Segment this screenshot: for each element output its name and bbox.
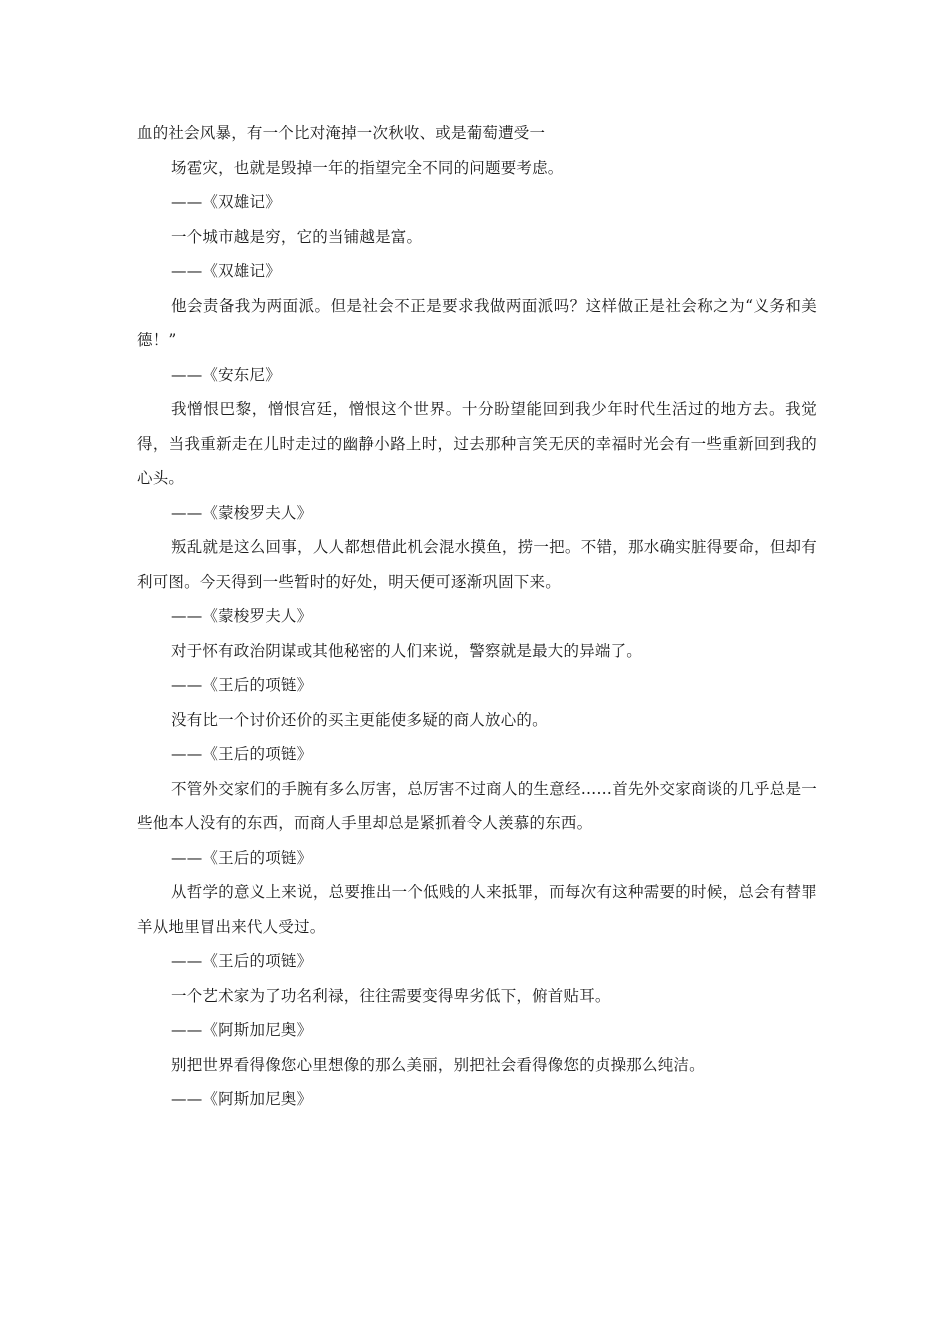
paragraph: 一个艺术家为了功名利禄，往往需要变得卑劣低下，俯首贴耳。 — [171, 986, 611, 1005]
paragraph: 不管外交家们的手腕有多么厉害，总厉害不过商人的生意经……首先外交家商谈的几乎总是一些他本人没有的东西，而商人手里却总是紧抓着令人羡慕的东西。 — [137, 779, 817, 832]
quote-source: ——《王后的项链》 — [171, 745, 313, 763]
paragraph: 他会责备我为两面派。但是社会不正是要求我做两面派吗？这样做正是社会称之为“义务和美德！” — [137, 296, 817, 349]
quote-source: ——《阿斯加尼奥》 — [171, 1021, 313, 1039]
paragraph: 血的社会风暴，有一个比对淹掉一次秋收、或是葡萄遭受一 — [137, 124, 546, 142]
document-body — [137, 116, 817, 1117]
quote-source: ——《双雄记》 — [171, 262, 281, 280]
quote-source: ——《蒙梭罗夫人》 — [171, 607, 313, 625]
paragraph: 没有比一个讨价还价的买主更能使多疑的商人放心的。 — [171, 710, 548, 729]
quote-source: ——《王后的项链》 — [171, 848, 313, 867]
paragraph: 场雹灾，也就是毁掉一年的指望完全不同的问题要考虑。 — [171, 158, 564, 177]
quote-source: ——《安东尼》 — [171, 365, 281, 384]
paragraph: 我憎恨巴黎，憎恨宫廷，憎恨这个世界。十分盼望能回到我少年时代生活过的地方去。我觉得，当我重新走在儿时走过的幽静小路上时，过去那种言笑无厌的幸福时光会有一些重新回到我的心头。 — [137, 400, 817, 487]
quote-source: ——《王后的项链》 — [171, 676, 313, 694]
quote-source: ——《阿斯加尼奥》 — [171, 1090, 313, 1108]
paragraph: 一个城市越是穷，它的当铺越是富。 — [171, 227, 423, 246]
quote-source: ——《王后的项链》 — [171, 952, 313, 970]
paragraph: 对于怀有政治阴谋或其他秘密的人们来说，警察就是最大的异端了。 — [171, 641, 643, 660]
paragraph: 从哲学的意义上来说，总要推出一个低贱的人来抵罪，而每次有这种需要的时候，总会有替罪羊从地里冒出来代人受过。 — [137, 883, 817, 936]
paragraph: 叛乱就是这么回事，人人都想借此机会混水摸鱼，捞一把。不错，那水确实脏得要命，但却有利可图。今天得到一些暂时的好处，明天便可逐渐巩固下来。 — [137, 538, 817, 591]
paragraph: 别把世界看得像您心里想像的那么美丽，别把社会看得像您的贞操那么纯洁。 — [171, 1055, 705, 1074]
quote-source: ——《蒙梭罗夫人》 — [171, 503, 313, 522]
quote-source: ——《双雄记》 — [171, 193, 281, 211]
